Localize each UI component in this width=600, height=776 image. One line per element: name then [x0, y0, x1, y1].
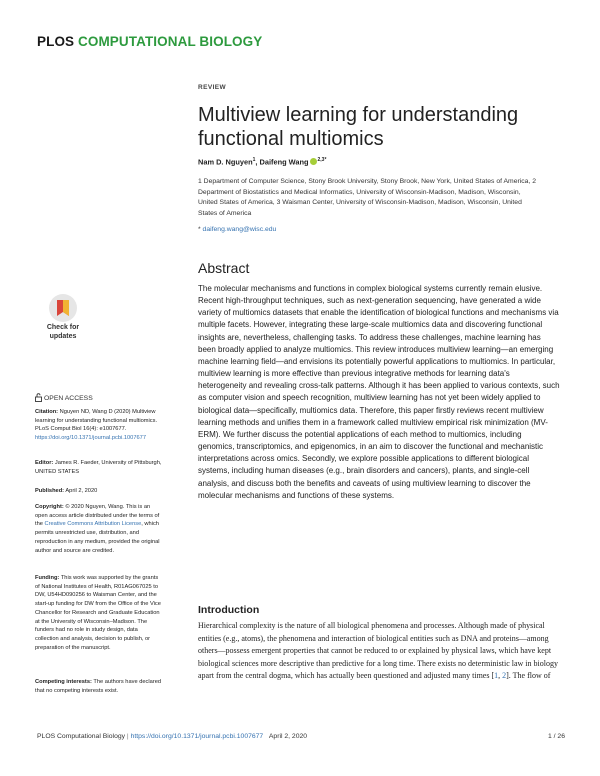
- license-link[interactable]: Creative Commons Attribution License: [44, 521, 142, 528]
- footer-date: April 2, 2020: [268, 733, 308, 740]
- author-affiliation-marker: 2,3*: [317, 157, 327, 163]
- editor-block: [35, 459, 163, 476]
- footer-separator: |: [126, 733, 129, 740]
- citation-text: Nguyen ND, Wang D (2020) Multiview learning for understanding functional multiomics. PLoS Comput Biol 16(4): e1007677.: [35, 409, 158, 433]
- open-lock-icon: [35, 393, 42, 402]
- affiliations: 1 Department of Computer Science, Stony Brook University, Stony Brook, New York, United States of America, 2 Department of Biostatistics and Medical Informatics, University of Wisconsin-Madison, Madison, Wisconsin, United States of America, 3 Waisman Center, University of Wisconsin-Madison, Madison, Wisconsin, United States of America: [198, 178, 536, 217]
- introduction-paragraph-end: ]. The flow of: [506, 671, 551, 681]
- introduction-paragraph: Hierarchical complexity is the nature of all biological phenomena and processes. Although made of physical entities (e.g., atoms), the phenomena and interaction of biological entities such as DNA and proteins—among others—possess emergent properties that cannot be reduced to or explained by physical laws, which have kept biological sciences more descriptive than predictive for a long time. There exists no deterministic law in biology apart from the central dogma, which has actually been questioned and adjusted many times [: [198, 621, 558, 681]
- funding-block: [35, 574, 163, 652]
- article-title: Multiview learning for understanding functional multiomics: [198, 104, 519, 150]
- editor-text: James R. Faeder, University of Pittsburgh, UNITED STATES: [35, 460, 162, 475]
- page-footer: [37, 733, 565, 740]
- introduction-text: [198, 620, 560, 683]
- journal-prefix: PLOS: [37, 34, 75, 49]
- footer-journal: PLOS Computational Biology: [37, 733, 126, 740]
- check-label-line-2: updates: [49, 332, 77, 340]
- published-block: [35, 487, 163, 496]
- journal-title: COMPUTATIONAL BIOLOGY: [78, 34, 263, 49]
- citation-doi-link[interactable]: https://doi.org/10.1371/journal.pcbi.1007677: [35, 435, 146, 442]
- bookmark-icon: [37, 292, 89, 324]
- corresponding-email: [198, 226, 276, 233]
- orcid-icon[interactable]: [310, 158, 317, 165]
- competing-label: Competing interests:: [35, 679, 92, 685]
- competing-interests-block: [35, 678, 163, 695]
- author-name[interactable]: Nam D. Nguyen: [198, 157, 253, 167]
- abstract-text: The molecular mechanisms and functions in complex biological systems currently remain elusive. Recent high-throughput techniques, such as next-generation sequencing, have generated a wide variety of multiomics datasets that enable the identification of biological functions and mechanisms via multiple facets. However, integrating these large-scale multiomics data and discovering functional insights are, nevertheless, challenging tasks. To address these challenges, machine learning has been broadly applied to analyze multiomics. This review introduces multiview learning—an emerging machine learning field—and envisions its potentially powerful applications to multiomics. In particular, multiview learning is more effective than previous integrative methods for learning data's heterogeneity and revealing cross-talk patterns. Although it has been applied to various contexts, such as computer vision and speech recognition, multiview learning has not yet been widely applied to biological data—specifically, multiomics data. Therefore, this paper firstly reviews recent multiview learning methods and unifies them in a framework called multiview empirical risk minimization (MV-ERM). We further discuss the potential applications of each method to multiomics, including genomics, transcriptomics, and epigenomics, in an aim to discover the functional and mechanistic interpretations across omics. Secondly, we explore possible applications to different biological systems, including human diseases (e.g., brain disorders and cancers), plants, and single-cell analysis, and discuss both the benefits and caveats of using multiview learning to discover the molecular mechanisms and functions of these systems.: [198, 284, 560, 500]
- published-date: April 2, 2020: [65, 488, 98, 494]
- email-link[interactable]: daifeng.wang@wisc.edu: [202, 226, 277, 233]
- copyright-text: © 2020 Nguyen, Wang. This is an open access article distributed under the terms of the: [35, 504, 160, 528]
- copyright-block: [35, 503, 163, 555]
- author-affiliation-marker: 1: [252, 157, 256, 163]
- check-label-line-1: Check for: [46, 324, 80, 331]
- citation-ref[interactable]: 1: [494, 671, 499, 681]
- journal-name: [37, 34, 262, 49]
- check-for-updates-label[interactable]: [37, 324, 89, 341]
- published-label: Published:: [35, 488, 65, 494]
- corresponding-marker: *: [198, 226, 201, 233]
- article-category: REVIEW: [198, 84, 227, 91]
- footer-doi-link[interactable]: https://doi.org/10.1371/journal.pcbi.1007677: [130, 733, 264, 740]
- introduction-heading: Introduction: [198, 604, 260, 616]
- citation-block: [35, 408, 163, 443]
- author-list: Nam D. Nguyen$^1$, Daifeng Wang $^{2,3*}$: [198, 157, 327, 167]
- citation-label: Citation:: [35, 409, 59, 415]
- citation-ref[interactable]: 2: [502, 671, 507, 681]
- editor-label: Editor:: [35, 460, 54, 466]
- copyright-label: Copyright:: [35, 504, 64, 510]
- open-access-label: OPEN ACCESS: [44, 395, 93, 402]
- page-number: 1 / 26: [547, 733, 565, 740]
- open-access-indicator: [35, 393, 93, 402]
- funding-label: Funding:: [35, 575, 60, 581]
- author-name[interactable]: Daifeng Wang: [259, 157, 309, 167]
- competing-text: The authors have declared that no competing interests exist.: [35, 679, 162, 694]
- funding-text: This work was supported by the grants of National Institutes of Health, R01AG067025 to DW, U54HD090256 to Waisman Center, and the start-up funding for DW from the Office of the Vice Chancellor for Research and Graduate Education at the University of Wisconsin–Madison. The funders had no role in study design, data collection and analysis, decision to publish, or preparation of the manuscript.: [35, 575, 161, 651]
- copyright-text-end: , which permits unrestricted use, distribution, and reproduction in any medium, provided the original author and source are credited.: [35, 521, 160, 554]
- abstract-heading: Abstract: [198, 260, 250, 276]
- citation-separator: ,: [498, 671, 503, 681]
